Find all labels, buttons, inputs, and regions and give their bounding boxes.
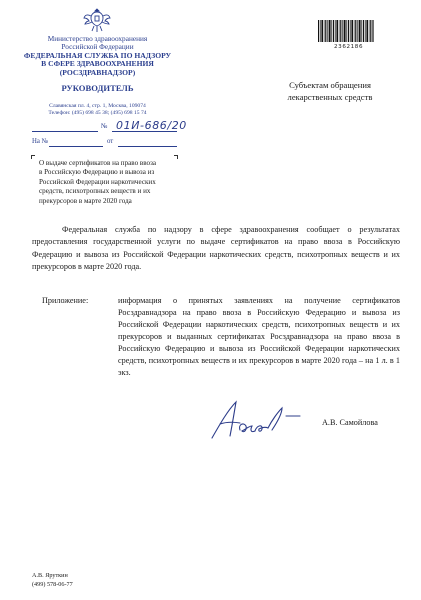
barcode	[318, 20, 374, 42]
subject-line: средств, психотропных веществ и их	[39, 187, 151, 196]
address-line: Славянская пл. 4, стр. 1, Москва, 109074	[49, 103, 146, 109]
from-label: от	[107, 138, 114, 145]
on-number-line	[49, 146, 103, 147]
subject-line: прекурсоров в марте 2020 года	[39, 196, 132, 205]
recipient-block	[260, 79, 400, 103]
subject-line: О выдаче сертификатов на право ввоза	[39, 159, 157, 167]
ministry-line-2: Российской Федерации	[61, 42, 134, 52]
recipient-line: Субъектам обращения	[289, 80, 371, 90]
letterhead-address-block	[20, 103, 175, 117]
outgoing-number: 01И-686/20	[116, 119, 187, 132]
executor-phone: (499) 578-06-77	[32, 580, 73, 588]
attachment-text: информация о принятых заявлениях на получение сертификатов Росздравнадзора на право ввоза в Российскую Федерацию и вывоза из Российской Федерации наркотических средств, психотропных веществ и их прекурсоров и выданных сертификатах Росздравнадзора на право ввоза в Российскую Федерацию и вывоза из Российской Федерации наркотических средств, психотропных веществ и их прекурсоров в марте 2020 года – на 1 л. в 1 экз.	[118, 296, 400, 377]
subject-block	[39, 159, 189, 206]
from-date-line	[118, 146, 177, 147]
signatory-name: А.В. Самойлова	[322, 418, 378, 427]
number-sign: №	[101, 123, 108, 130]
ministry-line-1: Министерство здравоохранения	[47, 34, 148, 43]
executor-name: А.В. Яруткин	[32, 572, 68, 579]
phone-line: Телефон: (495) 698 45 38; (495) 698 15 74	[48, 110, 147, 116]
coat-of-arms-emblem	[82, 6, 112, 34]
subject-bracket-left	[31, 155, 35, 159]
body-paragraph: Федеральная служба по надзору в сфере здравоохранения сообщает о результатах предоставления государственной услуги по выдаче сертификатов на право ввоза в Российскую Федерацию и вывоза из Российской Федерации наркотических средств, психотропных веществ и их прекурсоров в марте 2020 года.	[32, 225, 400, 272]
barcode-number: 2362186	[334, 44, 364, 50]
on-label: На №	[32, 138, 49, 145]
service-line-3: (РОСЗДРАВНАДЗОР)	[59, 67, 136, 77]
recipient-line: лекарственных средств	[287, 92, 373, 102]
date-line	[32, 131, 98, 132]
service-line-1: ФЕДЕРАЛЬНАЯ СЛУЖБА ПО НАДЗОРУ	[23, 50, 172, 60]
handwritten-signature	[206, 396, 306, 446]
subject-line: в Российскую Федерацию и вывоза из	[39, 168, 155, 177]
letterhead-rank: РУКОВОДИТЕЛЬ	[61, 83, 134, 93]
letterhead	[20, 35, 175, 77]
attachment-label: Приложение:	[42, 296, 89, 305]
subject-line: Российской Федерации наркотических	[39, 177, 156, 186]
footer-block	[32, 572, 73, 589]
service-line-2: В СФЕРЕ ЗДРАВООХРАНЕНИЯ	[41, 59, 154, 69]
